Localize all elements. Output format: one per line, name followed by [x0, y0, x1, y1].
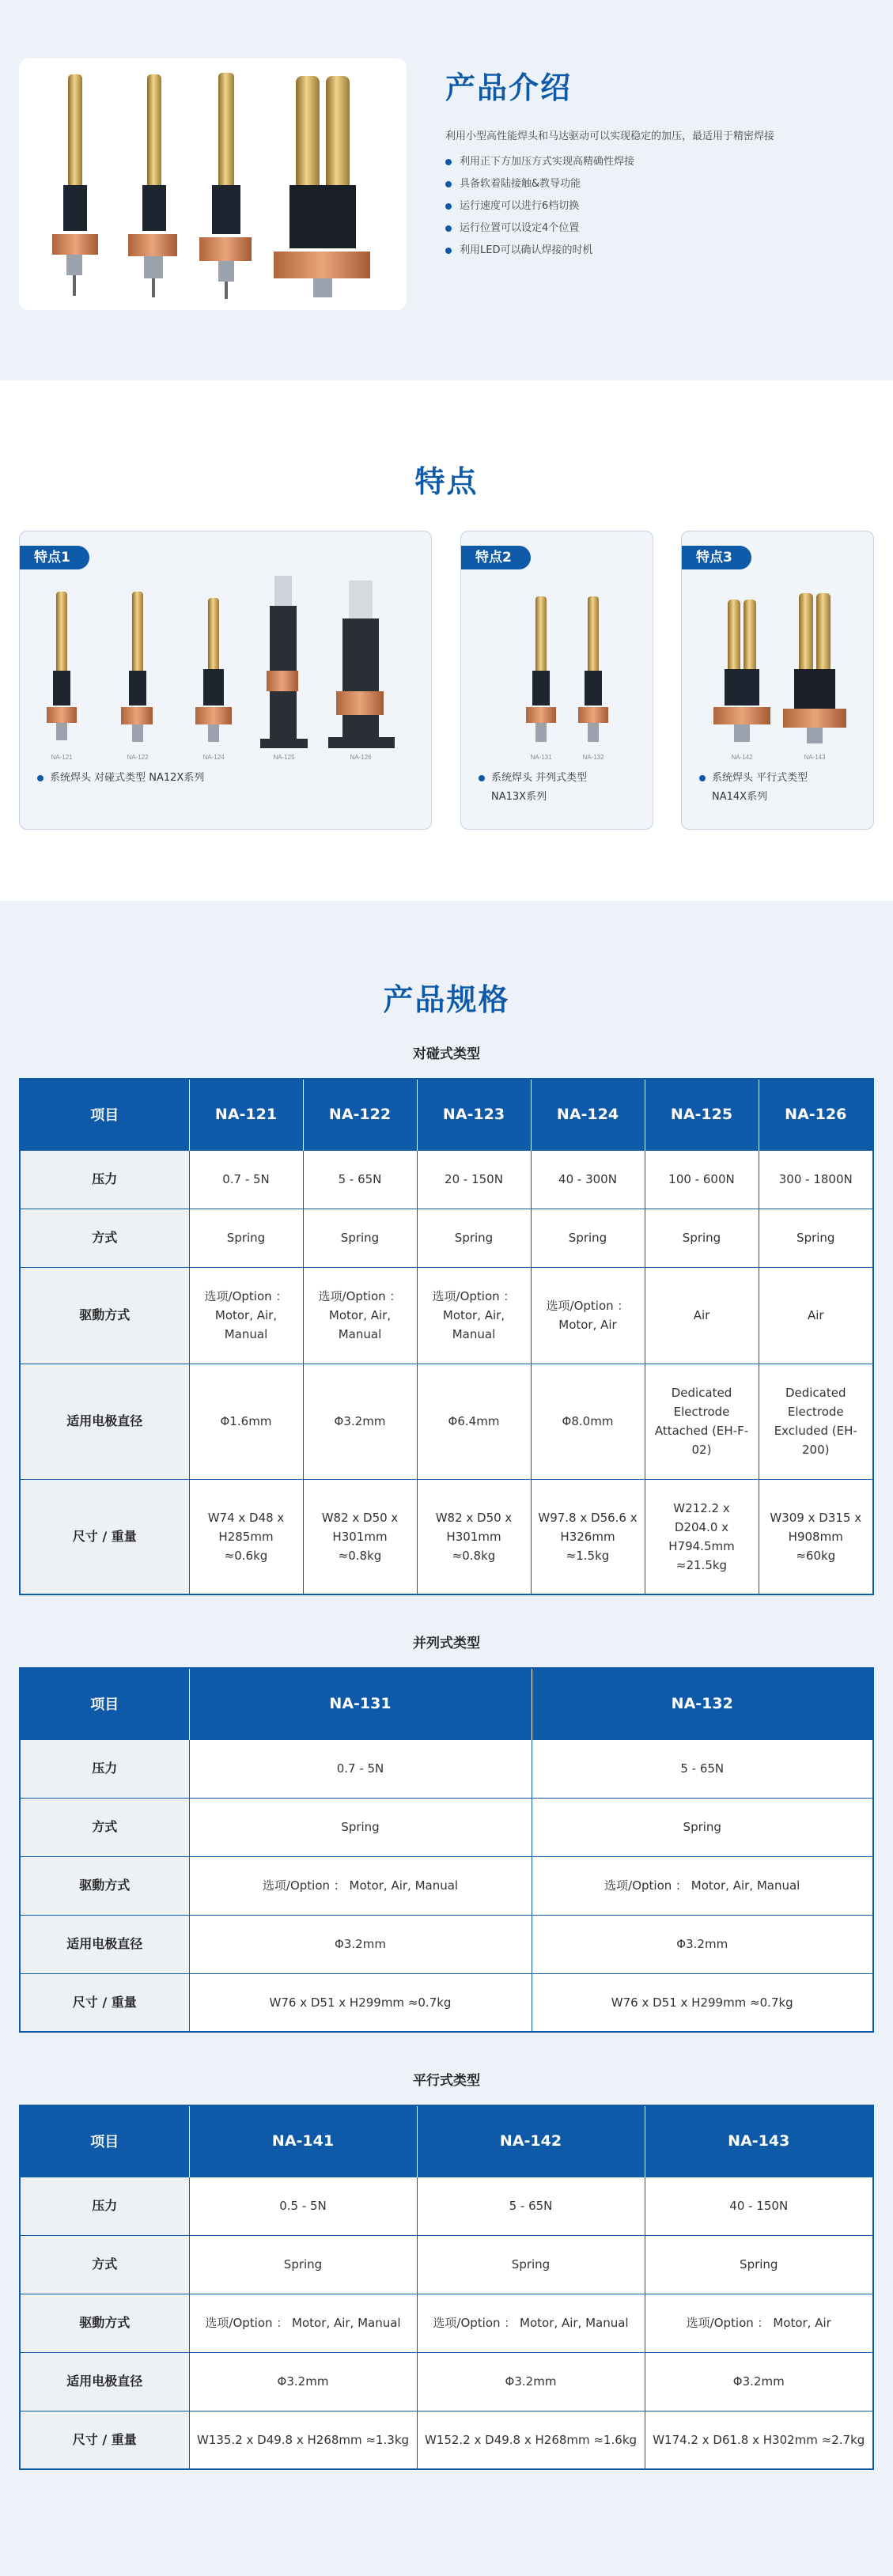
table-row	[20, 2352, 873, 2411]
spec-cell: 选项/Option ： Motor, Air	[645, 2294, 873, 2352]
spec-row-label: 驱動方式	[20, 2294, 189, 2352]
spec-cell: W135.2 x D49.8 x H268mm ≈1.3kg	[189, 2411, 417, 2469]
spec-cell: Air	[645, 1267, 759, 1364]
spec-cell: Spring	[532, 1798, 873, 1856]
na14x-heads-illustration	[694, 576, 862, 766]
spec-row-label: 方式	[20, 2235, 189, 2294]
spec-header-model: NA-132	[532, 1668, 873, 1739]
feature-card-3	[681, 531, 874, 830]
specs-title: 产品规格	[383, 982, 510, 1017]
specifications-section	[0, 901, 893, 2576]
spec-cell: W212.2 x D204.0 x H794.5mm ≈21.5kg	[645, 1479, 759, 1594]
spec-cell: Spring	[303, 1209, 417, 1267]
model-label: NA-122	[127, 754, 149, 761]
spec-cell: Dedicated Electrode Attached (EH-F- 02)	[645, 1364, 759, 1479]
spec-row-label: 尺寸 / 重量	[20, 2411, 189, 2469]
spec-cell: W76 x D51 x H299mm ≈0.7kg	[532, 1973, 873, 2032]
spec-row-label: 方式	[20, 1798, 189, 1856]
spec-cell: Φ3.2mm	[189, 2352, 417, 2411]
table-row	[20, 1364, 873, 1479]
table-row	[20, 1856, 873, 1915]
spec-row-label: 适用电极直径	[20, 1915, 189, 1973]
table-row	[20, 2294, 873, 2352]
spec-row-label: 适用电极直径	[20, 1364, 189, 1479]
spec-cell: Φ3.2mm	[189, 1915, 532, 1973]
table-row	[20, 1150, 873, 1209]
spec-header-model: NA-126	[759, 1079, 873, 1150]
intro-feature-item: 具备软着陆接触&教导功能	[445, 173, 872, 195]
intro-feature-item: 运行位置可以设定4个位置	[445, 218, 872, 240]
spec-cell: 选项/Option ： Motor, Air, Manual	[417, 1267, 531, 1364]
features-title: 特点	[414, 464, 479, 499]
spec-table-subtitle: 平行式类型	[413, 2073, 480, 2089]
spec-row-label: 适用电极直径	[20, 2352, 189, 2411]
table-row	[20, 1267, 873, 1364]
feature-caption	[479, 769, 643, 807]
spec-cell: W152.2 x D49.8 x H268mm ≈1.6kg	[417, 2411, 645, 2469]
model-label: NA-131	[530, 754, 552, 761]
spec-cell: W309 x D315 x H908mm ≈60kg	[759, 1479, 873, 1594]
spec-row-label: 压力	[20, 2177, 189, 2235]
spec-cell: 选项/Option ： Motor, Air, Manual	[189, 2294, 417, 2352]
na13x-heads-illustration	[474, 576, 641, 766]
spec-cell: Spring	[189, 1209, 303, 1267]
spec-header-model: NA-141	[189, 2105, 417, 2177]
feature-caption	[699, 769, 864, 807]
spec-cell: 选项/Option ： Motor, Air, Manual	[532, 1856, 873, 1915]
spec-cell: Φ6.4mm	[417, 1364, 531, 1479]
model-label: NA-126	[350, 754, 372, 761]
spec-table-subtitle: 并列式类型	[413, 1636, 480, 1651]
feature-badge: 特点2	[461, 546, 531, 569]
spec-cell: W74 x D48 x H285mm ≈0.6kg	[189, 1479, 303, 1594]
na12x-heads-illustration	[32, 576, 420, 766]
table-row	[20, 2177, 873, 2235]
spec-header-model: NA-142	[417, 2105, 645, 2177]
table-row	[20, 1915, 873, 1973]
spec-cell: 选项/Option ： Motor, Air, Manual	[189, 1267, 303, 1364]
spec-cell: Φ1.6mm	[189, 1364, 303, 1479]
model-label: NA-142	[731, 754, 753, 761]
spec-cell: Air	[759, 1267, 873, 1364]
spec-cell: 5 - 65N	[532, 1739, 873, 1798]
feature-caption-line: NA13X系列	[491, 791, 547, 803]
model-label: NA-125	[273, 754, 295, 761]
table-row	[20, 1798, 873, 1856]
spec-cell: 20 - 150N	[417, 1150, 531, 1209]
spec-cell: W97.8 x D56.6 x H326mm ≈1.5kg	[531, 1479, 645, 1594]
spec-header-item: 项目	[20, 2105, 189, 2177]
spec-cell: Dedicated Electrode Excluded (EH- 200)	[759, 1364, 873, 1479]
feature-caption	[37, 769, 422, 788]
spec-cell: Φ8.0mm	[531, 1364, 645, 1479]
table-row	[20, 1209, 873, 1267]
spec-cell: Φ3.2mm	[417, 2352, 645, 2411]
spec-row-label: 尺寸 / 重量	[20, 1973, 189, 2032]
intro-feature-item: 运行速度可以进行6档切换	[445, 195, 872, 218]
spec-cell: 0.7 - 5N	[189, 1150, 303, 1209]
feature-card-2	[460, 531, 653, 830]
spec-header-model: NA-122	[303, 1079, 417, 1150]
table-row	[20, 1973, 873, 2032]
spec-cell: 300 - 1800N	[759, 1150, 873, 1209]
spec-cell: Spring	[417, 1209, 531, 1267]
spec-table-subtitle: 对碰式类型	[413, 1046, 480, 1062]
feature-card-1	[19, 531, 432, 830]
feature-badge: 特点3	[682, 546, 751, 569]
spec-cell: 100 - 600N	[645, 1150, 759, 1209]
spec-cell: Spring	[645, 1209, 759, 1267]
feature-caption-line: 系统焊头 平行式类型	[712, 772, 808, 784]
spec-row-label: 压力	[20, 1150, 189, 1209]
spec-cell: 0.7 - 5N	[189, 1739, 532, 1798]
spec-header-item: 项目	[20, 1668, 189, 1739]
spec-header-model: NA-121	[189, 1079, 303, 1150]
spec-cell: 5 - 65N	[417, 2177, 645, 2235]
welding-heads-illustration	[19, 59, 407, 310]
spec-table	[19, 2105, 874, 2470]
product-photo	[19, 59, 407, 310]
spec-cell: 40 - 150N	[645, 2177, 873, 2235]
spec-cell: Spring	[531, 1209, 645, 1267]
spec-row-label: 压力	[20, 1739, 189, 1798]
feature-caption-line: 系统焊头 对碰式类型 NA12X系列	[50, 772, 205, 784]
spec-table	[19, 1667, 874, 2033]
spec-row-label: 驱動方式	[20, 1267, 189, 1364]
table-row	[20, 1479, 873, 1594]
feature-caption-line: NA14X系列	[712, 791, 768, 803]
spec-cell: W82 x D50 x H301mm ≈0.8kg	[417, 1479, 531, 1594]
spec-cell: Spring	[189, 1798, 532, 1856]
intro-description: 利用小型高性能焊头和马达驱动可以实现稳定的加压，最适用于精密焊接	[445, 131, 775, 142]
spec-cell: W82 x D50 x H301mm ≈0.8kg	[303, 1479, 417, 1594]
spec-tables-container	[0, 1042, 893, 2470]
model-label: NA-124	[202, 754, 225, 761]
spec-cell: Φ3.2mm	[303, 1364, 417, 1479]
spec-cell: W174.2 x D61.8 x H302mm ≈2.7kg	[645, 2411, 873, 2469]
features-section	[0, 380, 893, 901]
spec-cell: 40 - 300N	[531, 1150, 645, 1209]
spec-table	[19, 1078, 874, 1595]
intro-feature-item: 利用正下方加压方式实现高精确性焊接	[445, 151, 872, 173]
spec-cell: Spring	[645, 2235, 873, 2294]
spec-cell: 选项/Option ： Motor, Air, Manual	[189, 1856, 532, 1915]
table-row	[20, 2411, 873, 2469]
model-label: NA-143	[804, 754, 826, 761]
spec-row-label: 尺寸 / 重量	[20, 1479, 189, 1594]
spec-header-model: NA-143	[645, 2105, 873, 2177]
spec-header-model: NA-123	[417, 1079, 531, 1150]
spec-header-model: NA-125	[645, 1079, 759, 1150]
intro-feature-list	[445, 151, 872, 262]
spec-cell: 选项/Option ： Motor, Air, Manual	[303, 1267, 417, 1364]
spec-cell: Φ3.2mm	[645, 2352, 873, 2411]
spec-header-model: NA-131	[189, 1668, 532, 1739]
model-label: NA-132	[582, 754, 604, 761]
product-intro-section	[0, 0, 893, 380]
table-row	[20, 1739, 873, 1798]
spec-row-label: 方式	[20, 1209, 189, 1267]
feature-caption-line: 系统焊头 并列式类型	[491, 772, 588, 784]
spec-cell: Spring	[417, 2235, 645, 2294]
spec-cell: 5 - 65N	[303, 1150, 417, 1209]
intro-feature-item: 利用LED可以确认焊接的时机	[445, 240, 872, 262]
table-row	[20, 2235, 873, 2294]
spec-cell: Spring	[759, 1209, 873, 1267]
spec-cell: 选项/Option ： Motor, Air, Manual	[417, 2294, 645, 2352]
spec-row-label: 驱動方式	[20, 1856, 189, 1915]
intro-text-block	[445, 63, 872, 262]
feature-badge: 特点1	[20, 546, 89, 569]
spec-header-model: NA-124	[531, 1079, 645, 1150]
spec-cell: 选项/Option ： Motor, Air	[531, 1267, 645, 1364]
intro-title: 产品介绍	[445, 70, 573, 105]
model-label: NA-121	[51, 754, 73, 761]
spec-header-item: 项目	[20, 1079, 189, 1150]
spec-cell: Φ3.2mm	[532, 1915, 873, 1973]
spec-cell: Spring	[189, 2235, 417, 2294]
spec-cell: W76 x D51 x H299mm ≈0.7kg	[189, 1973, 532, 2032]
spec-cell: 0.5 - 5N	[189, 2177, 417, 2235]
